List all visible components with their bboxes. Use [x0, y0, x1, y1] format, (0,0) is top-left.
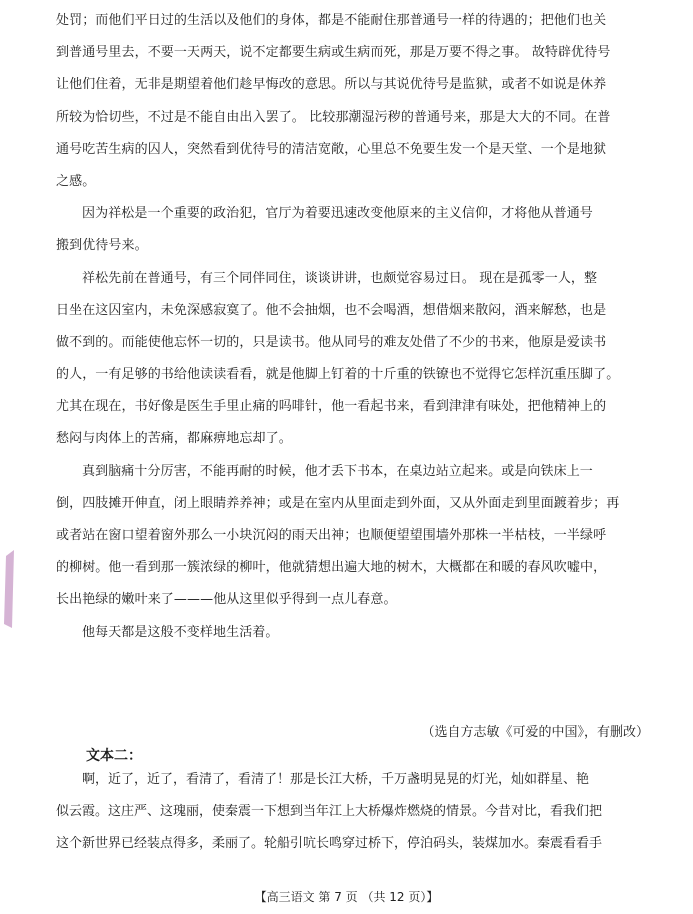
passage-two — [56, 764, 666, 861]
paragraph-1 — [56, 5, 656, 198]
text-line: 处罚；而他们平日过的生活以及他们的身体，都是不能耐住那普通号一样的待遇的；把他们也关 — [56, 13, 607, 28]
pink-margin-mark — [0, 548, 22, 630]
text-line: 通号吃苦生病的囚人，突然看到优待号的清洁宽敞，心里总不免要生发一个是天堂、一个是地狱 — [56, 141, 607, 157]
text-line: 啊，近了，近了，看清了，看清了！那是长江大桥，千万盏明晃晃的灯光，灿如群星、艳 — [82, 772, 590, 787]
text-line: 尤其在现在，书好像是医生手里止痛的吗啡针，他一看起书来，看到津津有味处，把他精神上的 — [56, 399, 607, 415]
text-line: 他每天都是这般不变样地生活着。 — [82, 624, 279, 640]
text-line: 之感。 — [56, 173, 96, 189]
paragraph-5 — [56, 617, 656, 649]
text-line: 这个新世界已经装点得多，柔丽了。轮船引吭长鸣穿过桥下，停泊码头，装煤加水。秦震看看手 — [56, 836, 603, 852]
text-line: 因为祥松是一个重要的政治犯，官厅为着要迅速改变他原来的主义信仰，才将他从普通号 — [82, 206, 593, 222]
text-line: 的柳树。他一看到那一簇浓绿的柳叶，他就猜想出遍大地的树木，大概都在和暖的春风吹嘘中， — [56, 560, 607, 576]
text-line: 搬到优待号来。 — [56, 238, 148, 254]
text-line: 让他们住着，无非是期望着他们趁早悔改的意思。所以与其说优待号是监狱，或者不如说是休养 — [56, 77, 607, 93]
paragraph-3 — [56, 263, 656, 456]
text-line: 做不到的。而能使他忘怀一切的，只是读书。他从同号的难友处借了不少的书来，他原是爱读书 — [56, 334, 607, 350]
paragraph-2 — [56, 198, 656, 262]
text-line: 真到脑痛十分厉害，不能再耐的时候，他才丢下书本，在桌边站立起来。或是向铁床上一 — [82, 463, 593, 479]
text-line: 所较为恰切些，不过是不能自由出入罢了。 比较那潮湿污秽的普通号来，那是大大的不同。在普 — [56, 109, 611, 125]
section-heading: 文本二： — [86, 748, 142, 764]
text-line: 倒，四肢摊开伸直，闭上眼睛养养神；或是在室内从里面走到外面，又从外面走到里面踱着步；再 — [56, 495, 620, 511]
text-line: 似云霞。这庄严、这瑰丽，使秦震一下想到当年江上大桥爆炸燃烧的情景。今昔对比，看我们把 — [56, 804, 603, 820]
text-line: 长出艳绿的嫩叶来了———他从这里似乎得到一点儿春意。 — [56, 592, 397, 608]
text-line: 日坐在这囚室内，未免深感寂寞了。他不会抽烟，也不会喝酒，想借烟来散闷，酒来解愁，也是 — [56, 302, 607, 318]
paragraph-4 — [56, 456, 656, 617]
text-line: 的人，一有足够的书给他读读看看，就是他脚上钉着的十斤重的铁镣也不觉得它怎样沉重压脚了。 — [56, 367, 620, 383]
passage-one — [56, 5, 656, 649]
text-line: 或者站在窗口望着窗外那么一小块沉闷的雨天出神；也顺便望望围墙外那株一半枯枝，一半绿呼 — [56, 528, 607, 543]
source-citation: （选自方志敏《可爱的中国》，有删改） — [421, 725, 649, 740]
page-footer: 【高三语文 第 7 页 （共 12 页）】 — [254, 890, 439, 904]
text-line: 愁闷与肉体上的苦痛，都麻痹地忘却了。 — [56, 431, 292, 447]
text-line: 祥松先前在普通号，有三个同伴同住，谈谈讲讲，也颇觉容易过日。 现在是孤零一人，整 — [82, 270, 598, 286]
text-line: 到普通号里去，不要一天两天，说不定都要生病或生病而死，那是万要不得之事。 故特辟优待号 — [56, 45, 611, 61]
